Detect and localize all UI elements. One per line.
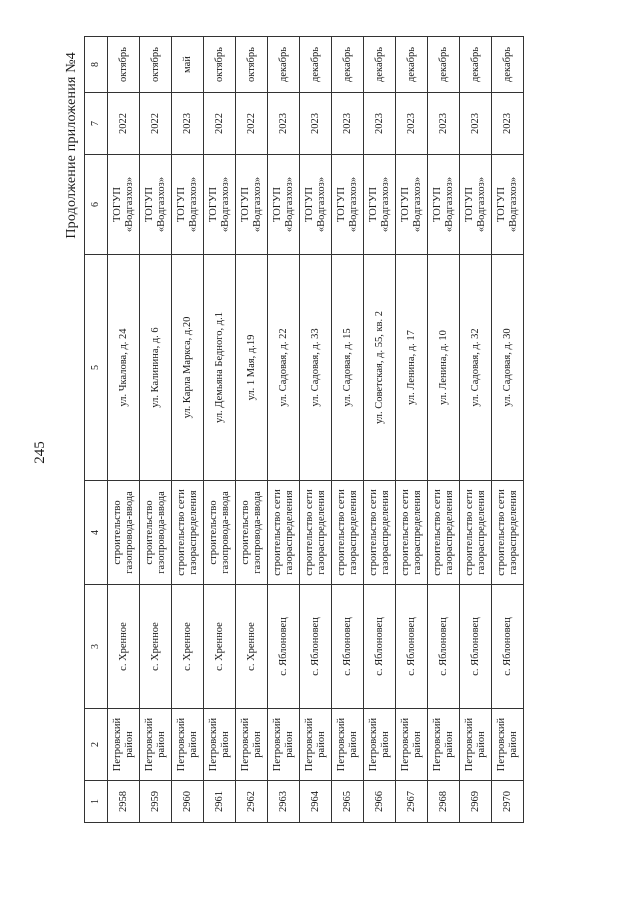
address-cell: ул. Садовая, д. 32	[460, 255, 492, 481]
address-cell: ул. Карла Маркса, д.20	[172, 255, 204, 481]
organization-cell: ТОГУП «Водгазхоз»	[268, 155, 300, 255]
district-cell: Петровский район	[332, 709, 364, 781]
table-row	[428, 37, 460, 823]
settlement-cell: с. Яблоновец	[332, 585, 364, 709]
month-cell: декабрь	[492, 37, 524, 93]
year-cell: 2022	[140, 93, 172, 155]
table-row	[364, 37, 396, 823]
district-cell: Петровский район	[492, 709, 524, 781]
column-header: 7	[85, 93, 108, 155]
organization-cell: ТОГУП «Водгазхоз»	[364, 155, 396, 255]
district-cell: Петровский район	[140, 709, 172, 781]
table-row	[300, 37, 332, 823]
year-cell: 2023	[268, 93, 300, 155]
organization-cell: ТОГУП «Водгазхоз»	[140, 155, 172, 255]
month-cell: декабрь	[428, 37, 460, 93]
row-number-cell: 2966	[364, 781, 396, 823]
column-header: 1	[85, 781, 108, 823]
settlement-cell: с. Яблоновец	[268, 585, 300, 709]
address-cell: ул. Демьяна Бедного, д.1	[204, 255, 236, 481]
month-cell: декабрь	[268, 37, 300, 93]
month-cell: декабрь	[364, 37, 396, 93]
month-cell: октябрь	[140, 37, 172, 93]
month-cell: май	[172, 37, 204, 93]
district-cell: Петровский район	[460, 709, 492, 781]
district-cell: Петровский район	[204, 709, 236, 781]
address-cell: ул. 1 Мая, д.19	[236, 255, 268, 481]
address-cell: ул. Садовая, д. 30	[492, 255, 524, 481]
organization-cell: ТОГУП «Водгазхоз»	[396, 155, 428, 255]
work-type-cell: строительство сети газораспределения	[396, 481, 428, 585]
year-cell: 2023	[300, 93, 332, 155]
page-number: 245	[32, 441, 48, 464]
row-number-cell: 2964	[300, 781, 332, 823]
work-type-cell: строительство сети газораспределения	[332, 481, 364, 585]
address-cell: ул. Садовая, д. 33	[300, 255, 332, 481]
organization-cell: ТОГУП «Водгазхоз»	[460, 155, 492, 255]
column-header: 5	[85, 255, 108, 481]
district-cell: Петровский район	[268, 709, 300, 781]
year-cell: 2023	[428, 93, 460, 155]
year-cell: 2022	[108, 93, 140, 155]
district-cell: Петровский район	[300, 709, 332, 781]
table-row	[332, 37, 364, 823]
month-cell: декабрь	[300, 37, 332, 93]
work-type-cell: строительство сети газораспределения	[460, 481, 492, 585]
column-header: 8	[85, 37, 108, 93]
organization-cell: ТОГУП «Водгазхоз»	[332, 155, 364, 255]
table-row	[204, 37, 236, 823]
month-cell: декабрь	[332, 37, 364, 93]
address-cell: ул. Ленина, д. 17	[396, 255, 428, 481]
row-number-cell: 2967	[396, 781, 428, 823]
address-cell: ул. Садовая, д. 22	[268, 255, 300, 481]
row-number-cell: 2960	[172, 781, 204, 823]
year-cell: 2022	[204, 93, 236, 155]
address-cell: ул. Калинина, д. 6	[140, 255, 172, 481]
month-cell: октябрь	[204, 37, 236, 93]
column-header: 6	[85, 155, 108, 255]
organization-cell: ТОГУП «Водгазхоз»	[428, 155, 460, 255]
district-cell: Петровский район	[428, 709, 460, 781]
continuation-label: Продолжение приложения №4	[64, 52, 79, 239]
district-cell: Петровский район	[396, 709, 428, 781]
district-cell: Петровский район	[236, 709, 268, 781]
row-number-cell: 2958	[108, 781, 140, 823]
organization-cell: ТОГУП «Водгазхоз»	[108, 155, 140, 255]
row-number-cell: 2970	[492, 781, 524, 823]
table-row	[492, 37, 524, 823]
table-row	[140, 37, 172, 823]
column-header: 2	[85, 709, 108, 781]
address-cell: ул. Советская, д. 55, кв. 2	[364, 255, 396, 481]
year-cell: 2023	[460, 93, 492, 155]
table-row	[108, 37, 140, 823]
settlement-cell: с. Яблоновец	[396, 585, 428, 709]
work-type-cell: строительство сети газораспределения	[172, 481, 204, 585]
year-cell: 2023	[396, 93, 428, 155]
work-type-cell: строительство газопровода-ввода	[108, 481, 140, 585]
settlement-cell: с. Яблоновец	[300, 585, 332, 709]
settlement-cell: с. Яблоновец	[364, 585, 396, 709]
row-number-cell: 2968	[428, 781, 460, 823]
address-cell: ул. Ленина, д. 10	[428, 255, 460, 481]
row-number-cell: 2962	[236, 781, 268, 823]
work-type-cell: строительство газопровода-ввода	[204, 481, 236, 585]
district-cell: Петровский район	[172, 709, 204, 781]
year-cell: 2022	[236, 93, 268, 155]
organization-cell: ТОГУП «Водгазхоз»	[300, 155, 332, 255]
table-row	[396, 37, 428, 823]
settlement-cell: с. Хренное	[204, 585, 236, 709]
row-number-cell: 2965	[332, 781, 364, 823]
row-number-cell: 2963	[268, 781, 300, 823]
gasification-table	[84, 36, 524, 823]
month-cell: октябрь	[108, 37, 140, 93]
settlement-cell: с. Яблоновец	[428, 585, 460, 709]
work-type-cell: строительство сети газораспределения	[300, 481, 332, 585]
table-row	[236, 37, 268, 823]
district-cell: Петровский район	[364, 709, 396, 781]
settlement-cell: с. Хренное	[108, 585, 140, 709]
work-type-cell: строительство сети газораспределения	[364, 481, 396, 585]
row-number-cell: 2961	[204, 781, 236, 823]
table-row	[460, 37, 492, 823]
settlement-cell: с. Яблоновец	[492, 585, 524, 709]
organization-cell: ТОГУП «Водгазхоз»	[492, 155, 524, 255]
column-header: 4	[85, 481, 108, 585]
year-cell: 2023	[492, 93, 524, 155]
table-row	[172, 37, 204, 823]
year-cell: 2023	[332, 93, 364, 155]
row-number-cell: 2959	[140, 781, 172, 823]
work-type-cell: строительство газопровода-ввода	[140, 481, 172, 585]
work-type-cell: строительство сети газораспределения	[428, 481, 460, 585]
organization-cell: ТОГУП «Водгазхоз»	[204, 155, 236, 255]
organization-cell: ТОГУП «Водгазхоз»	[172, 155, 204, 255]
settlement-cell: с. Яблоновец	[460, 585, 492, 709]
settlement-cell: с. Хренное	[172, 585, 204, 709]
year-cell: 2023	[172, 93, 204, 155]
row-number-cell: 2969	[460, 781, 492, 823]
table-body	[108, 37, 524, 823]
work-type-cell: строительство сети газораспределения	[268, 481, 300, 585]
work-type-cell: строительство сети газораспределения	[492, 481, 524, 585]
table-row	[268, 37, 300, 823]
month-cell: октябрь	[236, 37, 268, 93]
settlement-cell: с. Хренное	[140, 585, 172, 709]
table-header-row	[85, 37, 108, 823]
month-cell: декабрь	[396, 37, 428, 93]
column-header: 3	[85, 585, 108, 709]
year-cell: 2023	[364, 93, 396, 155]
month-cell: декабрь	[460, 37, 492, 93]
work-type-cell: строительство газопровода-ввода	[236, 481, 268, 585]
organization-cell: ТОГУП «Водгазхоз»	[236, 155, 268, 255]
address-cell: ул. Садовая, д. 15	[332, 255, 364, 481]
address-cell: ул. Чкалова, д. 24	[108, 255, 140, 481]
settlement-cell: с. Хренное	[236, 585, 268, 709]
district-cell: Петровский район	[108, 709, 140, 781]
